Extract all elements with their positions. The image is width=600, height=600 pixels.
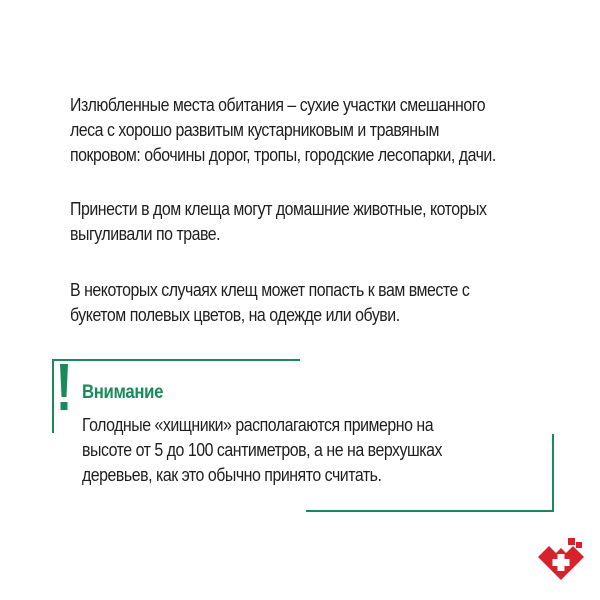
alert-title: Внимание (82, 381, 164, 403)
text-line: леса с хорошо развитым кустарниковым и травяным (70, 119, 440, 140)
frame-left-border (52, 359, 54, 433)
text-line: В некоторых случаях клещ может попасть к вам вместе с (70, 279, 470, 300)
text-line: высоте от 5 до 100 сантиметров, а не на верхушках (82, 439, 442, 460)
text-line: покровом: обочины дорог, тропы, городские лесопарки, дачи. (70, 144, 496, 165)
text-line: Голодные «хищники» располагаются примерно на (82, 414, 434, 435)
text-line: Излюбленные места обитания – сухие участки смешанного (70, 94, 486, 115)
text-line: деревьев, как это обычно принято считать. (82, 464, 382, 485)
medical-cross-heart-logo (535, 537, 587, 581)
alert-text (82, 412, 529, 487)
paragraph-flowers (70, 277, 560, 327)
paragraph-habitat (70, 92, 560, 167)
text-line: выгуливали по траве. (70, 223, 221, 244)
paragraph-pets (70, 196, 560, 246)
text-line: Принести в дом клеща могут домашние животные, которых (70, 198, 487, 219)
exclamation-icon (57, 364, 71, 412)
frame-bottom-border (306, 510, 554, 512)
frame-right-border (552, 434, 554, 512)
text-line: букетом полевых цветов, на одежде или обуви. (70, 304, 400, 325)
frame-top-border (52, 359, 300, 361)
